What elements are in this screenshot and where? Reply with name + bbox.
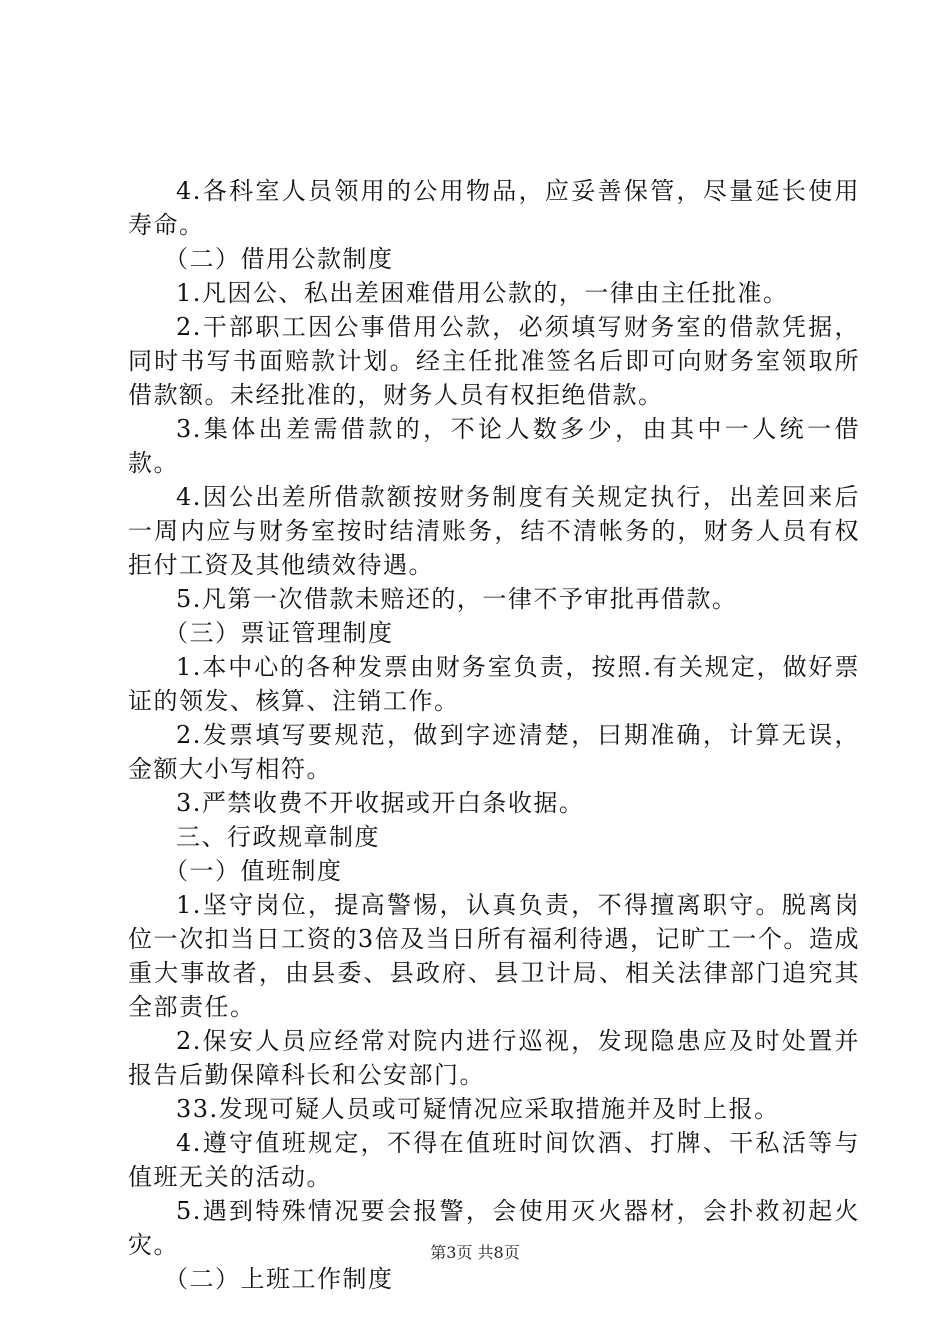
document-body <box>128 174 860 1296</box>
paragraph-invoice-3: 3.严禁收费不开收据或开白条收据。 <box>176 789 585 817</box>
section-heading-duty-policy: （一）值班制度 <box>164 857 343 885</box>
paragraph-invoice-1: 1.本中心的各种发票由财务室负责，按照.有关规定，做好票证的领发、核算、注销工作。 <box>128 653 860 715</box>
paragraph-duty-3: 33.发现可疑人员或可疑情况应采取措施并及时上报。 <box>176 1095 780 1123</box>
paragraph-loan-1: 1.凡因公、私出差困难借用公款的，一律由主任批准。 <box>176 279 789 307</box>
section-heading-invoice-policy: （三）票证管理制度 <box>164 619 394 647</box>
paragraph-loan-3: 3.集体出差需借款的，不论人数多少，由其中一人统一借款。 <box>128 415 860 477</box>
paragraph-duty-1: 1.坚守岗位，提高警惕，认真负责，不得擅离职守。脱离岗位一次扣当日工资的3倍及当日所有福利待遇，记旷工一个。造成重大事故者，由县委、县政府、县卫计局、相关法律部门追究其全部责任。 <box>128 891 860 1021</box>
paragraph-duty-4: 4.遵守值班规定，不得在值班时间饮酒、打牌、干私活等与值班无关的活动。 <box>128 1129 860 1191</box>
paragraph-item-4-supplies: 4.各科室人员领用的公用物品，应妥善保管，尽量延长使用寿命。 <box>128 177 860 239</box>
section-heading-loan-policy: （二）借用公款制度 <box>164 245 394 273</box>
paragraph-loan-5: 5.凡第一次借款未赔还的，一律不予审批再借款。 <box>176 585 738 613</box>
paragraph-loan-2: 2.干部职工因公事借用公款，必须填写财务室的借款凭据，同时书写书面赔款计划。经主任批准签名后即可向财务室领取所借款额。未经批准的，财务人员有权拒绝借款。 <box>128 313 860 409</box>
paragraph-duty-2: 2.保安人员应经常对院内进行巡视，发现隐患应及时处置并报告后勤保障科长和公安部门。 <box>128 1027 860 1089</box>
page-number-footer: 第3页 共8页 <box>430 1243 520 1262</box>
paragraph-loan-4: 4.因公出差所借款额按财务制度有关规定执行，出差回来后一周内应与财务室按时结清账务，结不清帐务的，财务人员有权拒付工资及其他绩效待遇。 <box>128 483 860 579</box>
section-heading-work-policy: （二）上班工作制度 <box>164 1265 394 1293</box>
section-heading-admin-rules: 三、行政规章制度 <box>176 823 380 851</box>
paragraph-duty-5: 5.遇到特殊情况要会报警，会使用灭火器材，会扑救初起火灾。 <box>128 1197 860 1259</box>
paragraph-invoice-2: 2.发票填写要规范，做到字迹清楚，曰期准确，计算无误，金额大小写相符。 <box>128 721 860 783</box>
